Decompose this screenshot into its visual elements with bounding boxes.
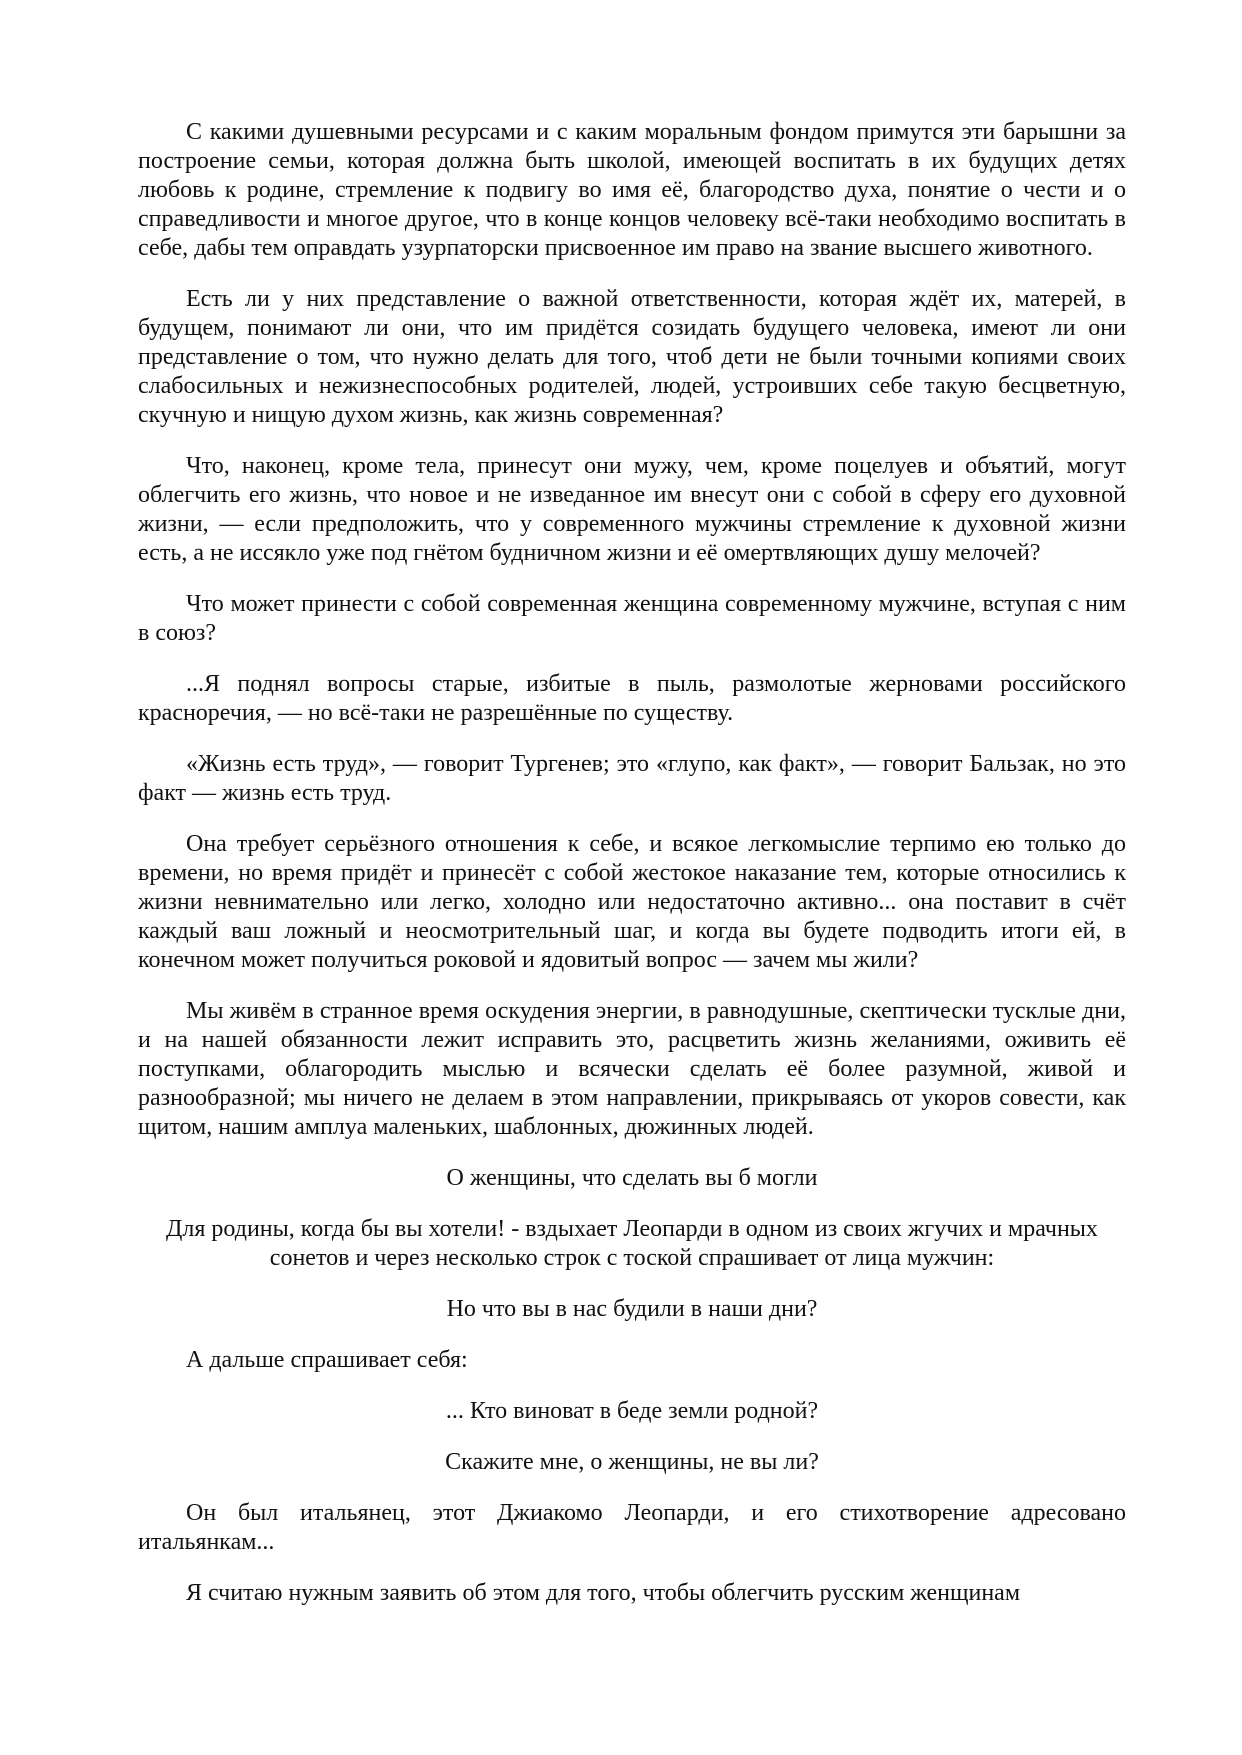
verse-leopardi-sighs: Для родины, когда бы вы хотели! - вздыхает Леопарди в одном из своих жгучих и мрачных сонетов и через несколько строк с тоской спрашивает от лица мужчин: [166, 1216, 1098, 1271]
paragraph-asks-himself: А дальше спрашивает себя: [186, 1347, 468, 1373]
verse-line-what-awakened: Но что вы в нас будили в наши дни? [446, 1296, 818, 1322]
verse-line-who-to-blame: ... Кто виноват в беде земли родной? [445, 1398, 819, 1424]
verse-line-women-could: О женщины, что сделать вы б могли [446, 1165, 818, 1191]
paragraph-leopardi-italian: Он был итальянец, этот Джиакомо Леопарди, и его стихотворение адресовано итальянкам... [138, 1500, 1126, 1555]
paragraph-serious-attitude: Она требует серьёзного отношения к себе, и всякое легкомыслие терпимо ею только до времени, но время придёт и принесёт с собой жестокое наказание тем, которые относились к жизни невнимательно или легко, холодно или недостаточно активно... она поставит в счёт каждый ваш ложный и неосмотрительный шаг, и когда вы будете подводить итоги ей, в конечном может получиться роковой и ядовитый вопрос — зачем мы жили? [138, 831, 1126, 973]
paragraph-strange-time: Мы живём в странное время оскудения энергии, в равнодушные, скептически тусклые дни, и на нашей обязанности лежит исправить это, расцветить жизнь желаниями, оживить её поступками, облагородить мыслью и всячески сделать её более разумной, живой и разнообразной; мы ничего не делаем в этом направлении, прикрываясь от укоров совести, как щитом, нашим амплуа маленьких, шаблонных, дюжинных людей. [138, 998, 1126, 1140]
paragraph-life-is-labor: «Жизнь есть труд», — говорит Тургенев; это «глупо, как факт», — говорит Бальзак, но это факт — жизнь есть труд. [138, 751, 1126, 806]
paragraph-family-resources: С какими душевными ресурсами и с каким моральным фондом примутся эти барышни за построение семьи, которая должна быть школой, имеющей воспитать в их будущих детях любовь к родине, стремление к подвигу во имя её, благородство духа, понятие о чести и о справедливости и многое другое, что в конце концов человеку всё-таки необходимо воспитать в себе, дабы тем оправдать узурпаторски присвоенное им право на звание высшего животного. [138, 119, 1126, 261]
document-page [138, 118, 1126, 1630]
paragraph-mothers-responsibility: Есть ли у них представление о важной ответственности, которая ждёт их, матерей, в будущем, понимают ли они, что им придётся созидать будущего человека, имеют ли они представление о том, что нужно делать для того, чтоб дети не были точными копиями своих слабосильных и нежизнеспособных родителей, людей, устроивших себе такую бесцветную, скучную и нищую духом жизнь, как жизнь современная? [138, 286, 1126, 428]
paragraph-old-questions: ...Я поднял вопросы старые, избитые в пыль, размолотые жерновами российского красноречия, — но всё-таки не разрешённые по существу. [138, 671, 1126, 726]
verse-line-tell-me-women: Скажите мне, о женщины, не вы ли? [445, 1449, 819, 1475]
paragraph-russian-women: Я считаю нужным заявить об этом для того, чтобы облегчить русским женщинам [186, 1580, 1021, 1606]
paragraph-what-bring-husband: Что, наконец, кроме тела, принесут они мужу, чем, кроме поцелуев и объятий, могут облегчить его жизнь, что новое и не изведанное им внесут они с собой в сферу его духовной жизни, — если предположить, что у современного мужчины стремление к духовной жизни есть, а не иссякло уже под гнётом будничном жизни и её омертвляющих душу мелочей? [138, 453, 1126, 566]
paragraph-what-bring-man: Что может принести с собой современная женщина современному мужчине, вступая с ним в союз? [138, 591, 1126, 646]
